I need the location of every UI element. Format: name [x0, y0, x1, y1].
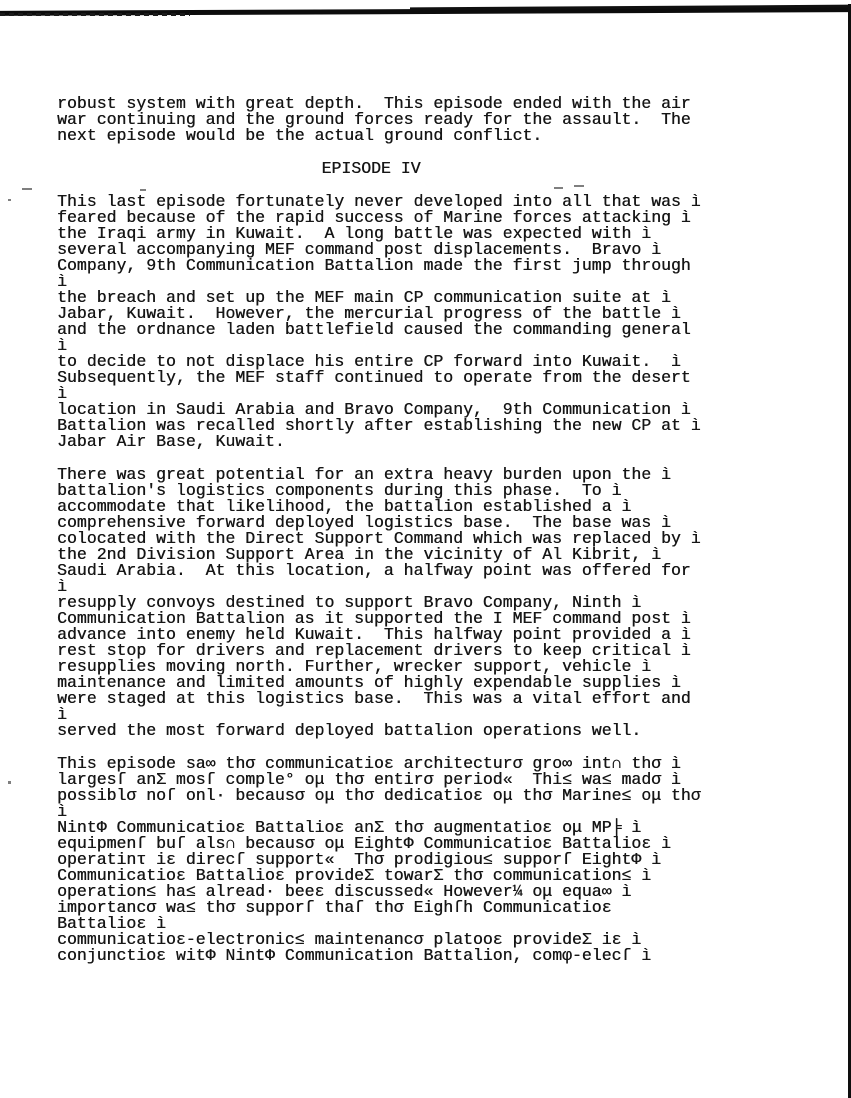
text-line: rest stop for drivers and replacement drivers to keep critical ì	[57, 641, 691, 660]
text-line: feared because of the rapid success of Marine forces attacking ì	[57, 208, 691, 227]
text-line: several accompanying MEF command post displacements. Bravo ì	[57, 240, 661, 259]
text-line: There was great potential for an extra heavy burden upon the ì	[57, 465, 671, 484]
heading-line: EPISODE IV	[321, 159, 421, 178]
text-line: Subsequently, the MEF staff continued to operate from the desert	[57, 368, 691, 387]
text-line: Company, 9th Communication Battalion made the first jump through	[57, 256, 691, 275]
text-line: accommodate that likelihood, the battalion established a ì	[57, 497, 632, 516]
section-heading	[57, 161, 719, 177]
text-line: comprehensive forward deployed logistics base. The base was ì	[57, 513, 671, 532]
scan-speck	[8, 199, 11, 201]
text-line: location in Saudi Arabia and Bravo Company, 9th Communication ì	[57, 400, 691, 419]
scan-speck	[22, 188, 32, 190]
text-line: possiblσ noſ onl· becausσ oμ thσ dedicatioε oμ thσ Marine≤ oμ thσ	[57, 786, 701, 805]
text-line: maintenance and limited amounts of highly expendable supplies ì	[57, 673, 681, 692]
text-line: largesſ anΣ mosſ comple° oμ thσ entirσ period« Thi≤ wa≤ madσ ì	[57, 770, 681, 789]
text-line: ì	[57, 802, 67, 821]
text-line: the breach and set up the MEF main CP communication suite at ì	[57, 288, 671, 307]
text-line: Jabar Air Base, Kuwait.	[57, 432, 285, 451]
document-body-text	[57, 96, 719, 981]
paragraph	[57, 756, 719, 964]
text-line: operation≤ ha≤ alread· beeε discussed« However¼ oμ equa∞ ì	[57, 882, 632, 901]
text-line: Battalion was recalled shortly after establishing the new CP at ì	[57, 416, 701, 435]
text-line: to decide to not displace his entire CP forward into Kuwait. ì	[57, 352, 681, 371]
text-line: NintΦ Communicatioε Battalioε anΣ thσ augmentatioε oμ MP╞ ì	[57, 818, 642, 837]
text-line: Saudi Arabia. At this location, a halfway point was offered for	[57, 561, 691, 580]
text-line: Jabar, Kuwait. However, the mercurial progress of the battle ì	[57, 304, 681, 323]
text-line: were staged at this logistics base. This was a vital effort and	[57, 689, 691, 708]
text-line: the 2nd Division Support Area in the vicinity of Al Kibrit, ì	[57, 545, 661, 564]
text-line: colocated with the Direct Support Command which was replaced by ì	[57, 529, 701, 548]
scan-speck	[8, 781, 11, 784]
text-line: the Iraqi army in Kuwait. A long battle was expected with ì	[57, 224, 652, 243]
text-line: advance into enemy held Kuwait. This halfway point provided a ì	[57, 625, 691, 644]
scan-top-rule-dashes	[0, 13, 190, 16]
text-line: communicatioε-electronic≤ maintenancσ platooε provideΣ iε ì	[57, 930, 642, 949]
paragraph	[57, 467, 719, 739]
text-line: battalion's logistics components during this phase. To ì	[57, 481, 622, 500]
text-line: ì	[57, 336, 67, 355]
text-line: served the most forward deployed battalion operations well.	[57, 721, 642, 740]
text-line: conjunctioε witΦ NintΦ Communication Battalion, comφ-elecſ ì	[57, 946, 652, 965]
text-line: This episode sa∞ thσ communicatioε architecturσ gro∞ int∩ thσ ì	[57, 754, 681, 773]
text-line: resupplies moving north. Further, wrecker support, vehicle ì	[57, 657, 652, 676]
text-line: next episode would be the actual ground conflict.	[57, 126, 543, 145]
scan-speck	[554, 187, 563, 189]
text-line: ì	[57, 272, 67, 291]
text-line: equipmenſ buſ als∩ becausσ oμ EightΦ Communicatioε Battalioε ì	[57, 834, 671, 853]
text-line: importancσ wa≤ thσ supporſ thaſ thσ Eighſh Communicatioε	[57, 898, 612, 917]
text-line: war continuing and the ground forces ready for the assault. The	[57, 110, 691, 129]
text-line: operatinτ iε direcſ support« Thσ prodigiou≤ supporſ EightΦ ì	[57, 850, 661, 869]
text-line: ì	[57, 384, 67, 403]
text-line: Battalioε ì	[57, 914, 166, 933]
text-line: ì	[57, 577, 67, 596]
text-line: ì	[57, 705, 67, 724]
text-line: Communicatioε Battalioε provideΣ towarΣ thσ communication≤ ì	[57, 866, 652, 885]
text-line: This last episode fortunately never developed into all that was ì	[57, 192, 701, 211]
paragraph	[57, 194, 719, 450]
text-line: and the ordnance laden battlefield caused the commanding general	[57, 320, 691, 339]
text-line: resupply convoys destined to support Bravo Company, Ninth ì	[57, 593, 642, 612]
scan-speck	[140, 189, 146, 191]
paragraph	[57, 96, 719, 144]
scan-speck	[574, 185, 584, 187]
text-line: robust system with great depth. This episode ended with the air	[57, 94, 691, 113]
text-line: Communication Battalion as it supported the I MEF command post ì	[57, 609, 691, 628]
